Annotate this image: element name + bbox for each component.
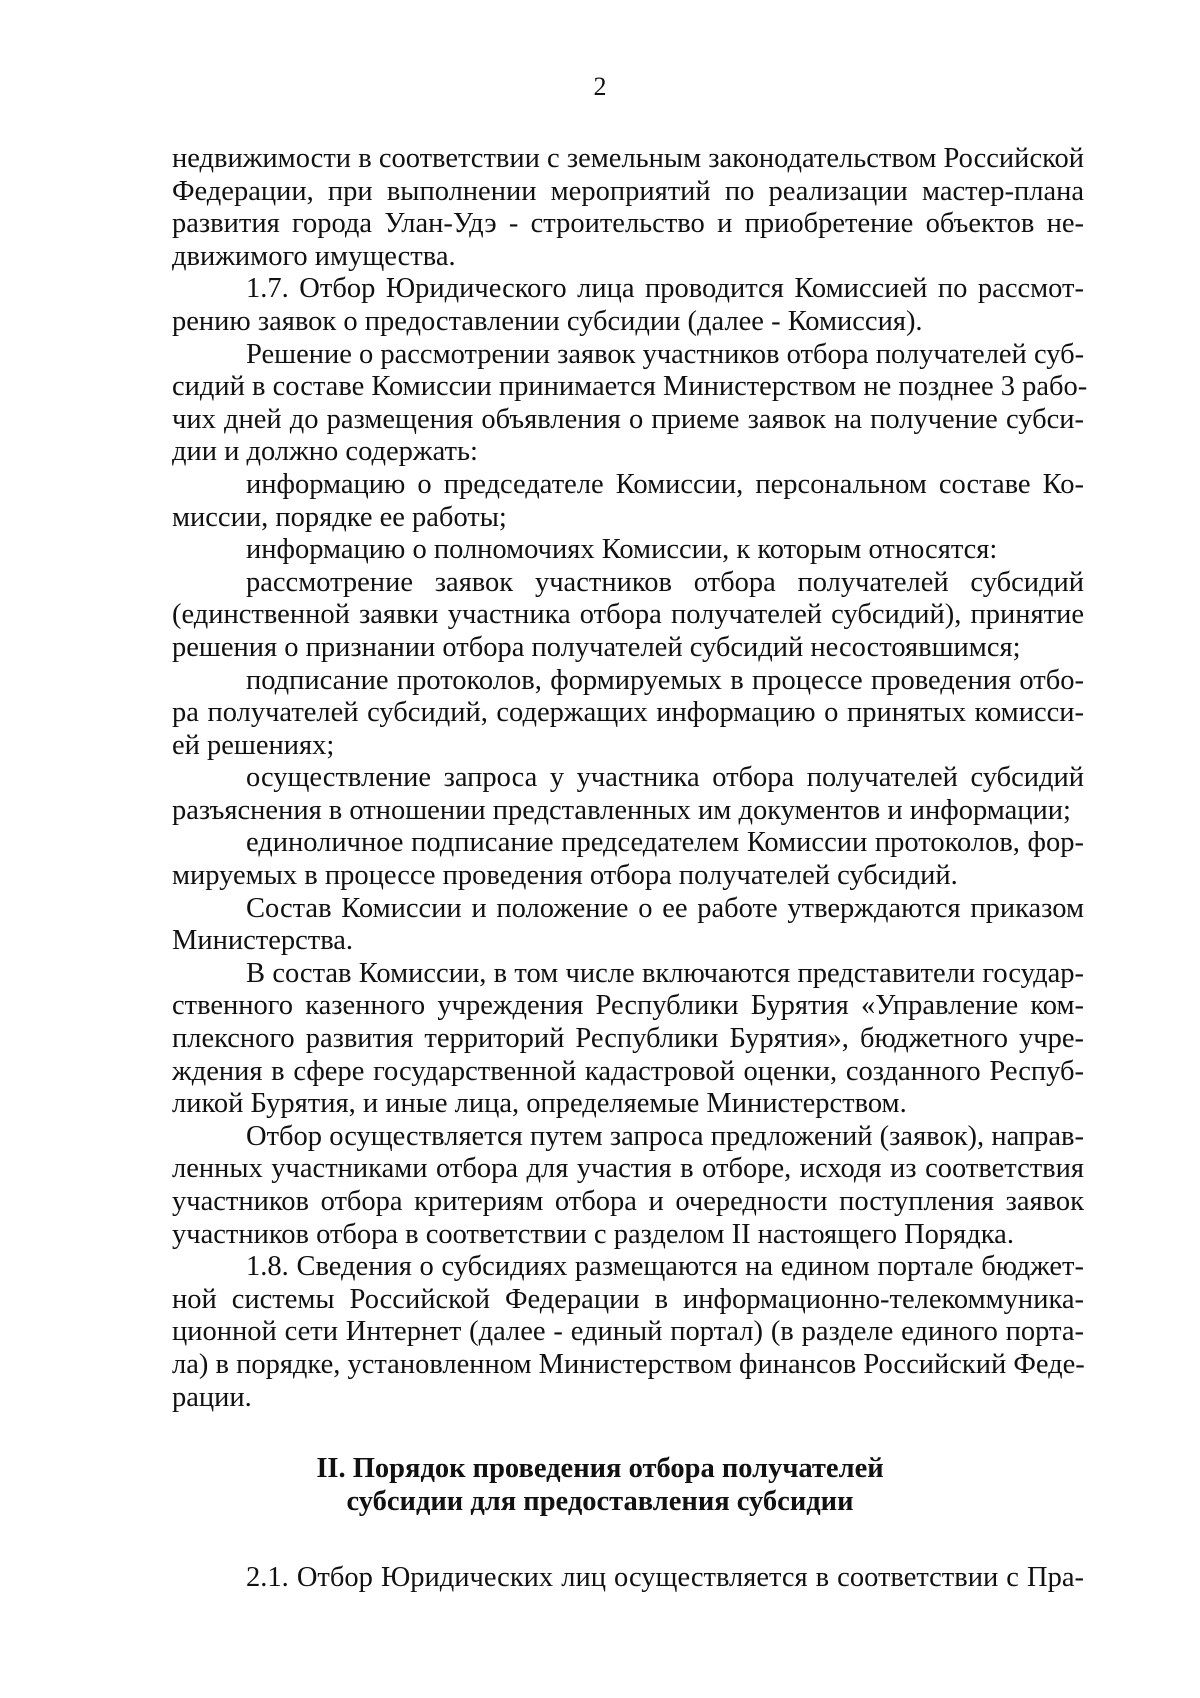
text-line: единоличное подписание председателем Комиссии протоколов, фор- <box>246 827 1084 859</box>
text-line: Министерства. <box>172 925 354 957</box>
text-line: миссии, порядке ее работы; <box>172 501 507 533</box>
text-line: 1.7. Отбор Юридического лица проводится Комиссией по рассмот- <box>246 273 1084 305</box>
text-line: 2.1. Отбор Юридических лиц осуществляется в соответствии с Пра- <box>246 1562 1084 1593</box>
text-line: ственного казенного учреждения Республики Бурятия «Управление ком- <box>172 990 1084 1022</box>
text-line: В состав Комиссии, в том числе включаются представители государ- <box>246 957 1084 989</box>
text-line: ра получателей субсидий, содержащих информацию о принятых комисси- <box>172 697 1084 729</box>
section-heading-line: субсидии для предоставления субсидии <box>346 1486 854 1517</box>
text-line: 1.8. Сведения о субсидиях размещаются на едином портале бюджет- <box>246 1251 1084 1283</box>
text-line: ждения в сфере государственной кадастровой оценки, созданного Респуб- <box>172 1055 1084 1087</box>
body-text <box>172 143 1088 1414</box>
section-2-text <box>172 1562 1084 1595</box>
text-line: рации. <box>172 1381 252 1413</box>
text-line: ционной сети Интернет (далее - единый портал) (в разделе единого порта- <box>172 1316 1084 1348</box>
section-heading <box>0 1452 1200 1518</box>
text-line: осуществление запроса у участника отбора получателей субсидий <box>246 762 1084 794</box>
text-line: подписание протоколов, формируемых в процессе проведения отбо- <box>246 664 1084 696</box>
text-line: ей решениях; <box>172 729 335 761</box>
text-line: (единственной заявки участника отбора получателей субсидий), принятие <box>172 599 1084 631</box>
text-line: решения о признании отбора получателей субсидий несостоявшимся; <box>172 631 1021 663</box>
text-line: плексного развития территорий Республики Бурятия», бюджетного учре- <box>172 1023 1084 1055</box>
text-line: Федерации, при выполнении мероприятий по реализации мастер-плана <box>172 175 1084 207</box>
text-line: Отбор осуществляется путем запроса предложений (заявок), направ- <box>246 1120 1084 1152</box>
text-line: информацию о полномочиях Комиссии, к которым относятся: <box>246 534 998 566</box>
text-line: ленных участниками отбора для участия в отборе, исходя из соответствия <box>172 1153 1084 1185</box>
text-line: ликой Бурятия, и иные лица, определяемые Министерством. <box>172 1088 907 1120</box>
text-line: Решение о рассмотрении заявок участников отбора получателей суб- <box>246 338 1085 370</box>
text-line: участников отбора критериям отбора и очередности поступления заявок <box>172 1186 1084 1217</box>
page-number: 2 <box>593 72 607 101</box>
text-line: рассмотрение заявок участников отбора получателей субсидий <box>246 566 1084 598</box>
text-line: информацию о председателе Комиссии, персональном составе Ко- <box>246 468 1084 500</box>
text-line: дии и должно содержать: <box>172 436 478 468</box>
text-line: ла) в порядке, установленном Министерством финансов Российский Феде- <box>172 1348 1085 1380</box>
text-line: движимого имущества. <box>172 240 456 272</box>
text-line: сидий в составе Комиссии принимается Министерством не позднее 3 рабо- <box>172 371 1088 403</box>
section-heading-line: II. Порядок проведения отбора получателей <box>316 1453 884 1484</box>
text-line: разъяснения в отношении представленных им документов и информации; <box>172 794 1071 826</box>
text-line: мируемых в процессе проведения отбора получателей субсидий. <box>172 860 958 892</box>
text-line: развития города Улан-Удэ - строительство и приобретение объектов не- <box>172 208 1084 240</box>
text-line: недвижимости в соответствии с земельным законодательством Российской <box>172 143 1084 174</box>
text-line: Состав Комиссии и положение о ее работе утверждаются приказом <box>246 892 1084 924</box>
text-line: участников отбора в соответствии с разделом II настоящего Порядка. <box>172 1218 1014 1250</box>
text-line: рению заявок о предоставлении субсидии (далее - Комиссия). <box>172 305 923 337</box>
text-line: чих дней до размещения объявления о приеме заявок на получение субси- <box>172 403 1084 435</box>
text-line: ной системы Российской Федерации в информационно-телекоммуника- <box>172 1283 1084 1315</box>
